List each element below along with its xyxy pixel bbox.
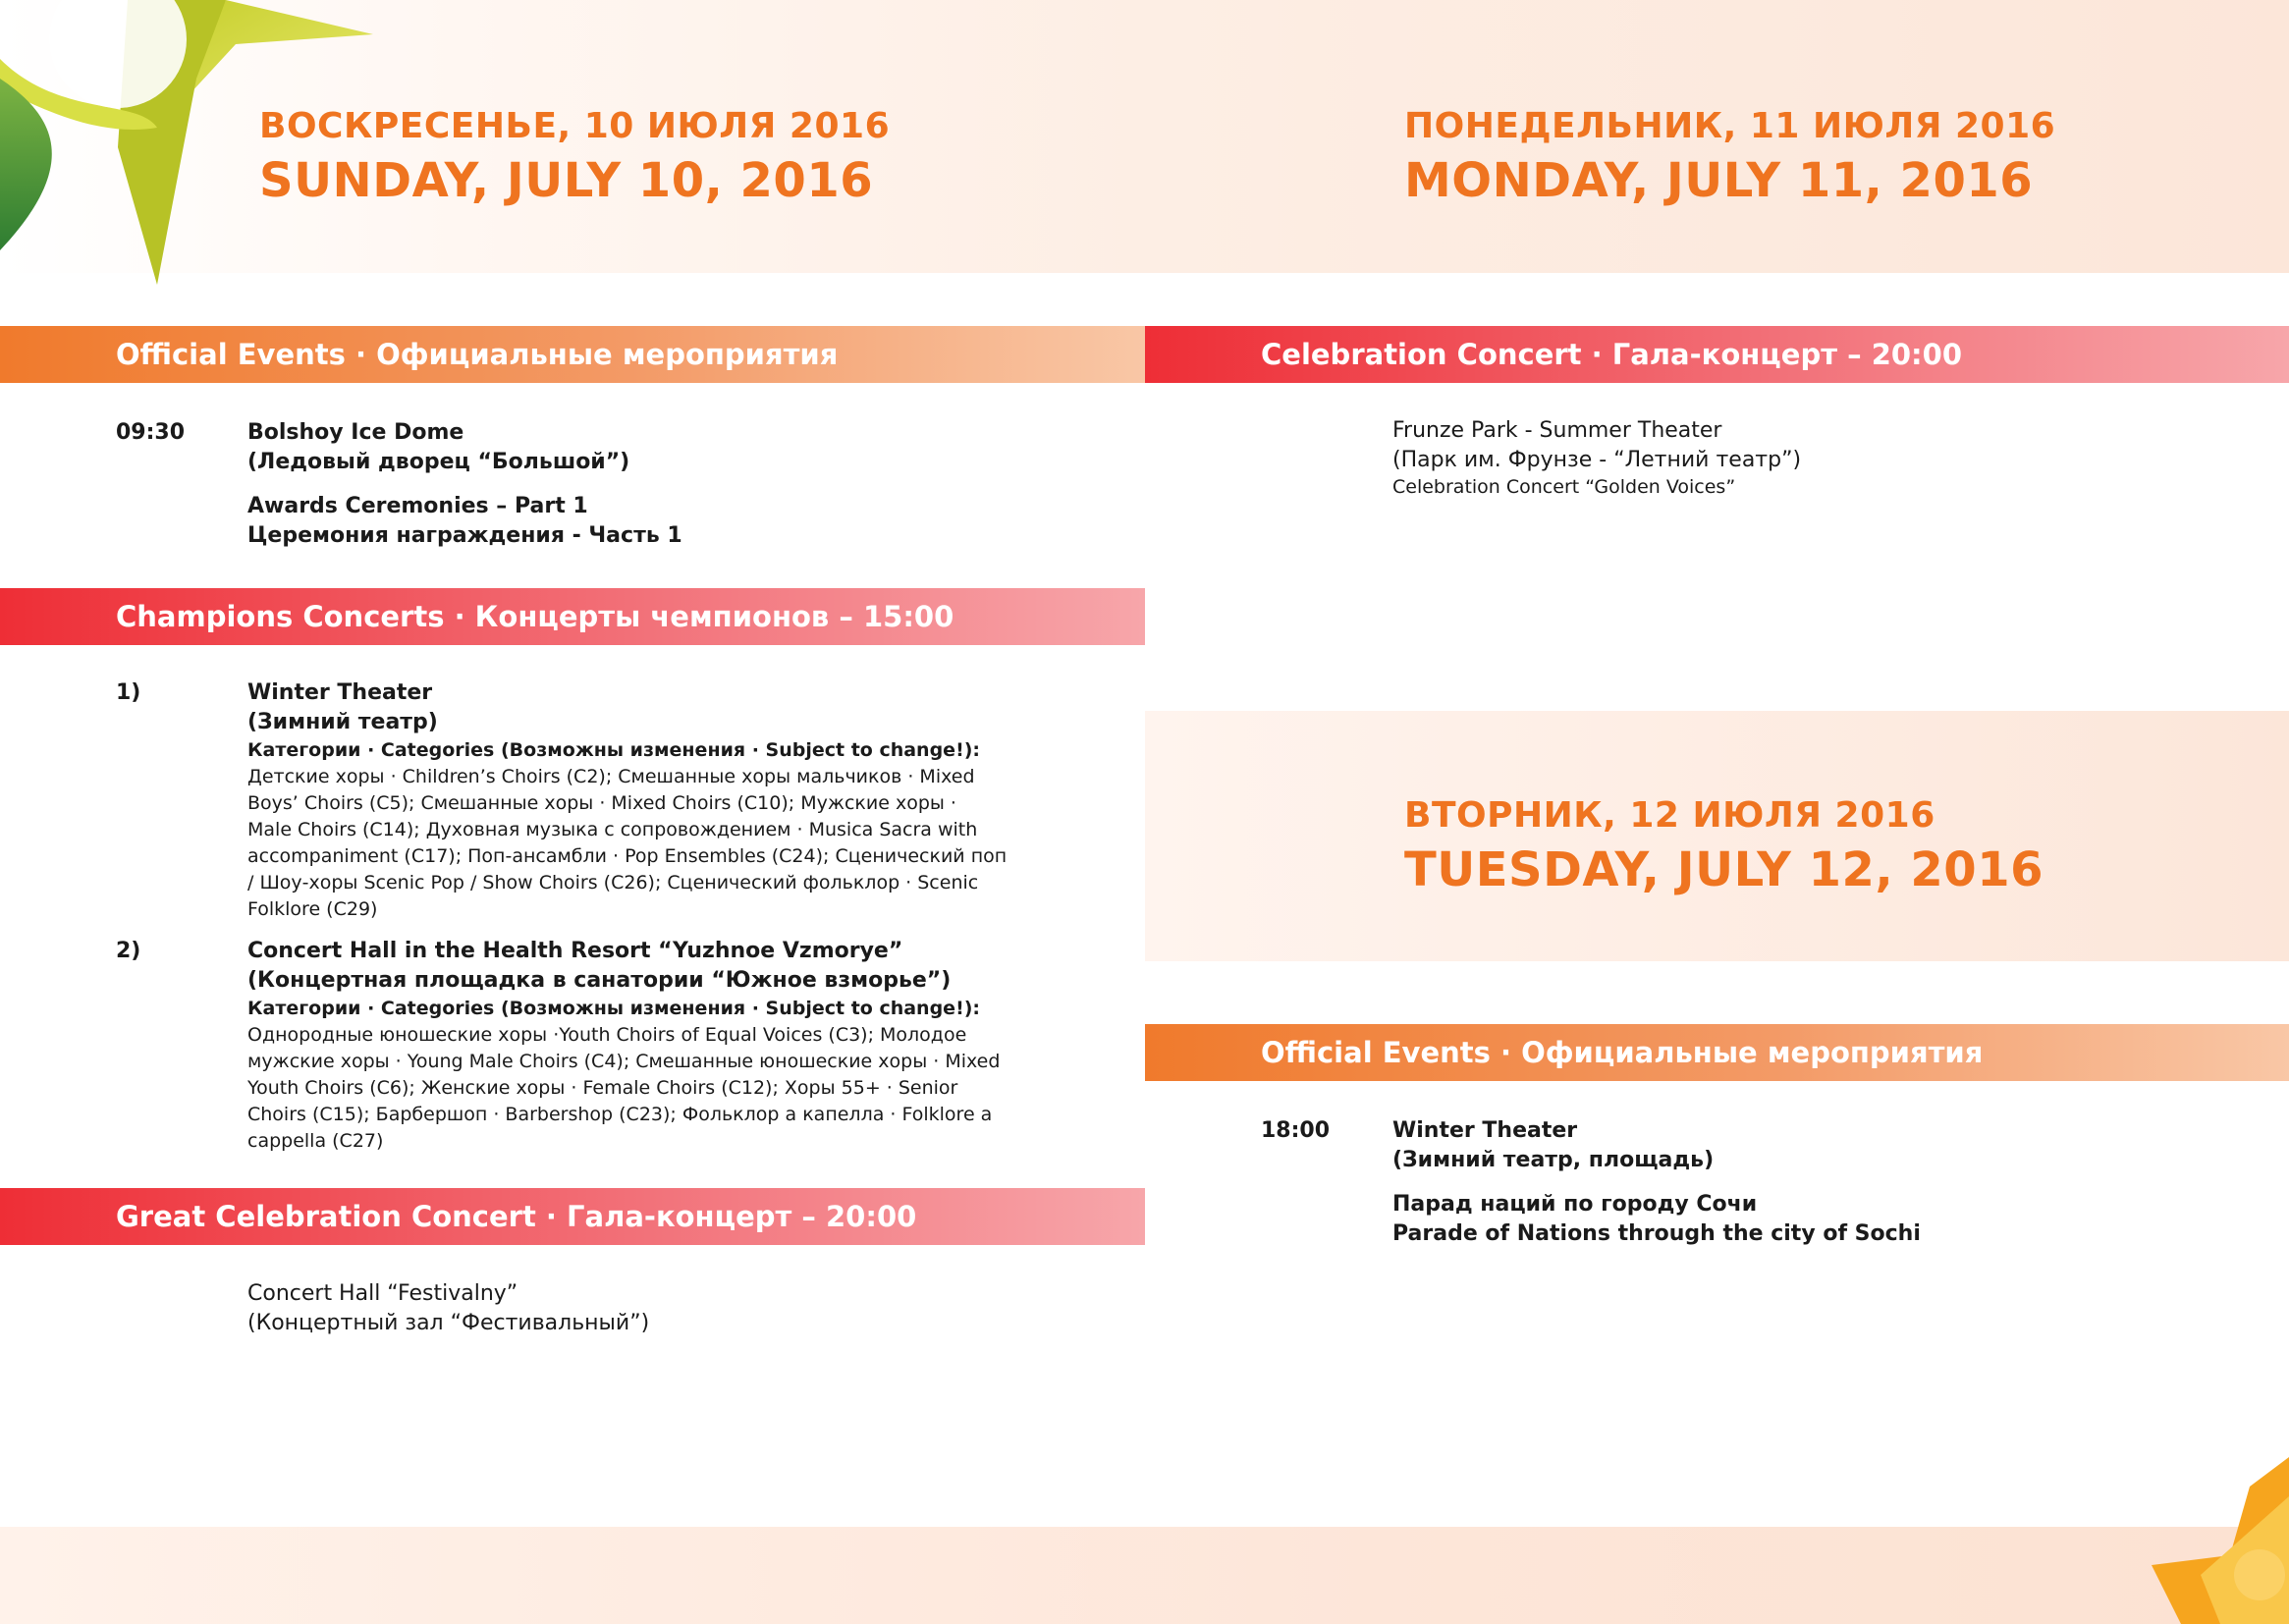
venue-ru: (Зимний театр, площадь) xyxy=(1392,1148,1715,1172)
tuesday-date-ru: ВТОРНИК, 12 ИЮЛЯ 2016 xyxy=(1404,795,1935,836)
venue-en: Bolshoy Ice Dome xyxy=(247,420,464,445)
categories-line: Детские хоры · Children’s Choirs (C2); Смешанные хоры мальчиков · Mixed xyxy=(247,766,975,787)
categories-line: мужские хоры · Young Male Choirs (C4); Смешанные юношеские хоры · Mixed xyxy=(247,1051,1001,1072)
sunday-great-venue xyxy=(247,1279,649,1338)
monday-celebration-header: Celebration Concert · Гала-концерт – 20:00 xyxy=(1145,326,2289,383)
event-ru: Церемония награждения - Часть 1 xyxy=(247,523,682,548)
venue-en: Concert Hall in the Health Resort “Yuzhnoe Vzmorye” xyxy=(247,939,903,963)
categories-line: Folklore (C29) xyxy=(247,898,378,920)
categories-line: accompaniment (C17); Поп-ансамбли · Pop Ensembles (C24); Сценический поп xyxy=(247,845,1008,867)
sunday-date-ru: ВОСКРЕСЕНЬЕ, 10 ИЮЛЯ 2016 xyxy=(259,106,891,146)
monday-celebration-venue xyxy=(1392,416,1801,475)
categories-label: Категории · Categories (Возможны изменения · Subject to change!): xyxy=(247,739,981,761)
categories-line: Choirs (C15); Барбершоп · Barbershop (C23); Фольклор а капелла · Folklore a xyxy=(247,1104,993,1125)
tuesday-official-time: 18:00 xyxy=(1261,1118,1331,1143)
categories-line: cappella (C27) xyxy=(247,1130,384,1152)
sunday-official-event xyxy=(247,492,682,551)
categories-label: Категории · Categories (Возможны изменения · Subject to change!): xyxy=(247,998,981,1019)
venue-en: Concert Hall “Festivalny” xyxy=(247,1281,518,1306)
venue-ru: (Парк им. Фрунзе - “Летний театр”) xyxy=(1392,448,1802,472)
champions-item-1-venue xyxy=(247,678,438,737)
star-decoration-icon xyxy=(2142,1457,2289,1624)
champions-item-2-venue xyxy=(247,937,951,996)
venue-en: Winter Theater xyxy=(1392,1118,1578,1143)
sunday-official-venue xyxy=(247,418,629,477)
bottom-band xyxy=(0,1527,2289,1624)
champions-item-1-categories xyxy=(247,737,1053,923)
event-en: Parade of Nations through the city of Sochi xyxy=(1392,1221,1921,1246)
categories-line: Однородные юношеские хоры ·Youth Choirs of Equal Voices (C3); Молодое xyxy=(247,1024,967,1046)
monday-date-en: MONDAY, JULY 11, 2016 xyxy=(1404,153,2034,208)
event-ru: Парад наций по городу Сочи xyxy=(1392,1192,1758,1217)
sunday-official-header: Official Events · Официальные мероприятия xyxy=(0,326,1145,383)
leaf-decoration-icon xyxy=(0,0,393,295)
venue-ru: (Зимний театр) xyxy=(247,710,438,734)
champions-item-2-categories xyxy=(247,996,1053,1155)
tuesday-date-band xyxy=(1145,711,2289,961)
monday-date-ru: ПОНЕДЕЛЬНИК, 11 ИЮЛЯ 2016 xyxy=(1404,106,2056,146)
venue-en: Winter Theater xyxy=(247,680,433,705)
sunday-official-time: 09:30 xyxy=(116,420,186,445)
categories-line: Boys’ Choirs (C5); Смешанные хоры · Mixed Choirs (C10); Мужские хоры · xyxy=(247,792,956,814)
event-en: Awards Ceremonies – Part 1 xyxy=(247,494,588,518)
tuesday-official-event xyxy=(1392,1190,1921,1249)
categories-line: / Шоу-хоры Scenic Pop / Show Choirs (C26); Сценический фольклор · Scenic xyxy=(247,872,979,893)
tuesday-date-en: TUESDAY, JULY 12, 2016 xyxy=(1404,842,2044,897)
tuesday-official-header: Official Events · Официальные мероприятия xyxy=(1145,1024,2289,1081)
champions-item-2-num: 2) xyxy=(116,939,141,963)
tuesday-official-venue xyxy=(1392,1116,1714,1175)
sunday-great-header: Great Celebration Concert · Гала-концерт – 20:00 xyxy=(0,1188,1145,1245)
monday-celebration-note: Celebration Concert “Golden Voices” xyxy=(1392,476,1736,498)
sunday-date-en: SUNDAY, JULY 10, 2016 xyxy=(259,153,874,208)
venue-ru: (Ледовый дворец “Большой”) xyxy=(247,450,630,474)
sunday-champions-header: Champions Concerts · Концерты чемпионов – 15:00 xyxy=(0,588,1145,645)
venue-en: Frunze Park - Summer Theater xyxy=(1392,418,1722,443)
categories-line: Youth Choirs (C6); Женские хоры · Female Choirs (C12); Хоры 55+ · Senior xyxy=(247,1077,958,1099)
venue-ru: (Концертный зал “Фестивальный”) xyxy=(247,1311,650,1335)
champions-item-1-num: 1) xyxy=(116,680,141,705)
categories-line: Male Choirs (C14); Духовная музыка с сопровождением · Musica Sacra with xyxy=(247,819,978,840)
venue-ru: (Концертная площадка в санатории “Южное взморье”) xyxy=(247,968,952,993)
